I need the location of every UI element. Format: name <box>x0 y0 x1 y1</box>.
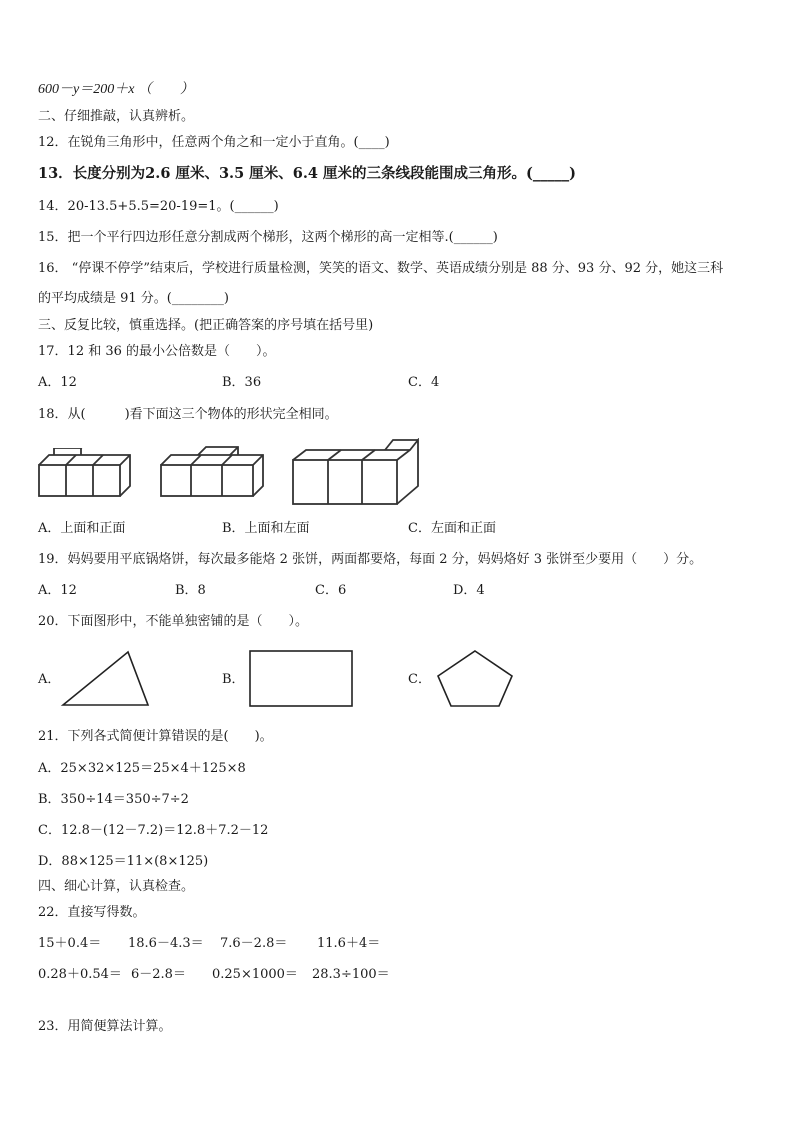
q19-option-a: A．12 <box>38 583 77 598</box>
q22-item: 0.25×1000＝ <box>212 967 298 982</box>
section-4-heading: 四、细心计算，认真检查。 <box>38 879 195 894</box>
question-23: 23．用简便算法计算。 <box>38 1019 172 1034</box>
question-21: 21．下列各式简便计算错误的是( )。 <box>38 729 273 744</box>
q22-item: 28.3÷100＝ <box>312 967 390 982</box>
q19-option-d: D．4 <box>453 583 485 598</box>
question-20: 20．下面图形中，不能单独密铺的是（ ）。 <box>38 614 309 629</box>
q17-option-a: A．12 <box>38 375 77 390</box>
question-15: 15．把一个平行四边形任意分割成两个梯形，这两个梯形的高一定相等.(______) <box>38 230 498 245</box>
pentagon-shape <box>434 648 516 710</box>
question-16-line-2: 的平均成绩是 91 分。(________) <box>38 291 229 306</box>
q21-option-c: C．12.8－(12－7.2)＝12.8＋7.2－12 <box>38 823 269 838</box>
q17-option-b: B．36 <box>222 375 262 390</box>
rectangle-shape <box>247 649 355 709</box>
question-13: 13．长度分别为2.6 厘米、3.5 厘米、6.4 厘米的三条线段能围成三角形。(_____) <box>38 165 576 182</box>
question-18: 18．从( )看下面这三个物体的形状完全相同。 <box>38 407 338 422</box>
section-2-heading: 二、仔细推敲，认真辨析。 <box>38 109 195 124</box>
question-19: 19．妈妈要用平底锅烙饼，每次最多能烙 2 张饼，两面都要烙，每面 2 分，妈妈烙好 3 张饼至少要用（ ）分。 <box>38 552 703 567</box>
question-22: 22．直接写得数。 <box>38 905 146 920</box>
cube-figure-2 <box>158 446 266 498</box>
cube-figure-3 <box>290 438 422 506</box>
q22-item: 7.6－2.8＝ <box>220 936 288 951</box>
q20-label-c: C． <box>408 672 431 687</box>
section-3-heading: 三、反复比较，慎重选择。(把正确答案的序号填在括号里) <box>38 318 374 333</box>
formula-line: 600－y＝200＋x （ ） <box>38 82 194 97</box>
q17-option-c: C．4 <box>408 375 440 390</box>
q18-option-c: C．左面和正面 <box>408 521 496 536</box>
q22-item: 15＋0.4＝ <box>38 936 102 951</box>
question-14: 14．20-13.5+5.5=20-19=1。(______) <box>38 199 279 214</box>
q20-label-b: B． <box>222 672 245 687</box>
q18-option-a: A．上面和正面 <box>38 521 126 536</box>
question-17: 17．12 和 36 的最小公倍数是（ ）。 <box>38 344 276 359</box>
q21-option-a: A．25×32×125＝25×4＋125×8 <box>38 761 246 776</box>
q19-option-b: B．8 <box>175 583 206 598</box>
q22-item: 11.6＋4＝ <box>317 936 381 951</box>
question-16-line-1: 16． “停课不停学”结束后，学校进行质量检测，笑笑的语文、数学、英语成绩分别是 88 分、93 分、92 分，她这三科 <box>38 261 724 276</box>
triangle-shape <box>60 648 152 708</box>
q21-option-b: B．350÷14＝350÷7÷2 <box>38 792 189 807</box>
q19-option-c: C．6 <box>315 583 347 598</box>
question-12: 12．在锐角三角形中，任意两个角之和一定小于直角。(____) <box>38 135 390 150</box>
q22-item: 0.28＋0.54＝ <box>38 967 122 982</box>
q21-option-d: D．88×125＝11×(8×125) <box>38 854 209 869</box>
q22-item: 18.6－4.3＝ <box>128 936 204 951</box>
q20-label-a: A． <box>38 672 61 687</box>
cube-figure-1 <box>36 448 136 498</box>
q22-item: 6－2.8＝ <box>131 967 186 982</box>
q18-option-b: B．上面和左面 <box>222 521 310 536</box>
